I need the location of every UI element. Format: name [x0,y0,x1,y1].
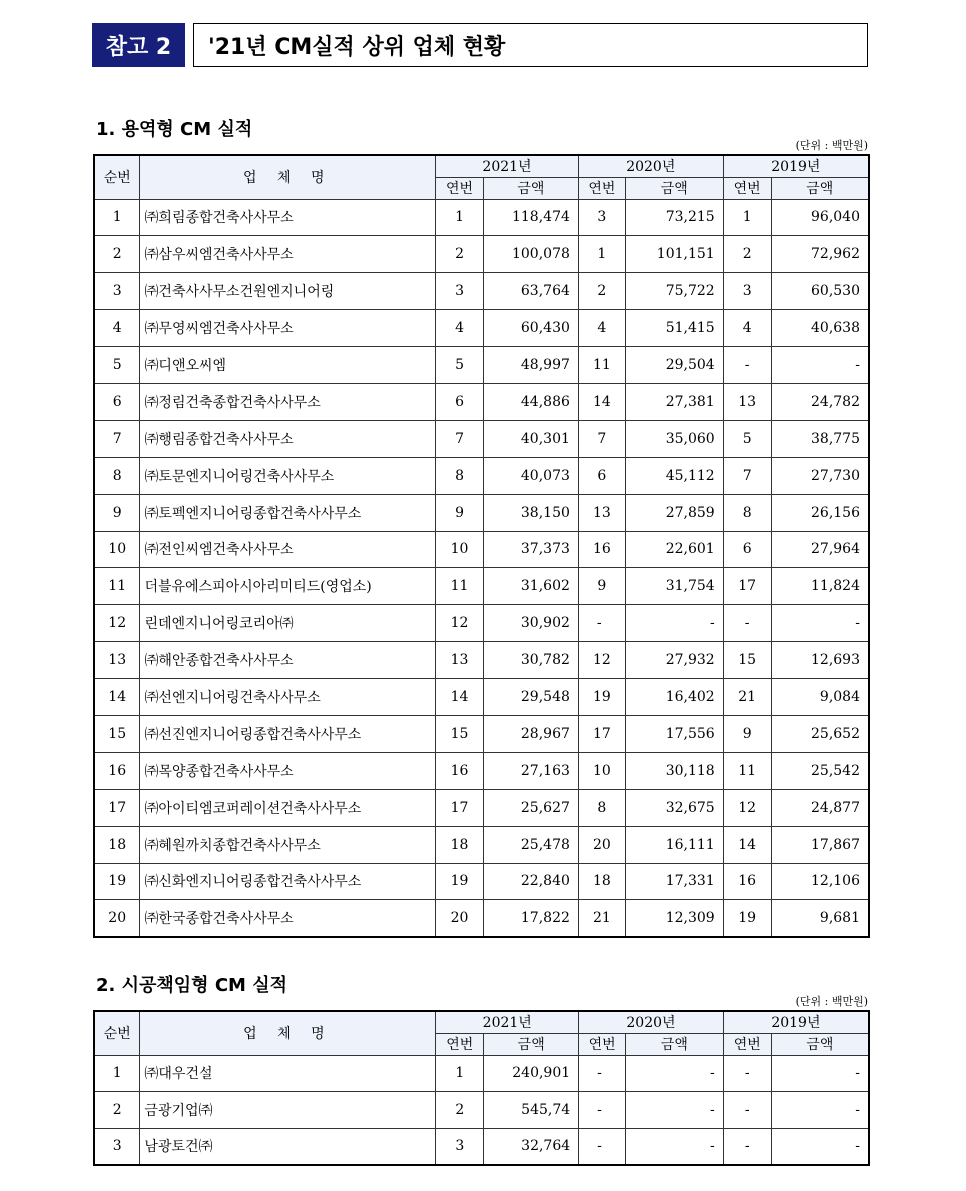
rank-2020-cell: 14 [578,383,625,420]
service-cm-table [93,154,870,938]
amount-2019-cell: 96,040 [771,199,869,236]
company-header: 업 체 명 [140,155,436,199]
rank-2020-cell: 20 [578,826,625,863]
company-name-cell: ㈜무영씨엠건축사사무소 [140,310,436,347]
amount-2021-cell: 31,602 [484,568,579,605]
rank-cell: 19 [94,863,140,900]
sub-rank-header: 연번 [723,177,771,199]
company-name-cell: ㈜선진엔지니어링종합건축사사무소 [140,715,436,752]
amount-2019-cell: 72,962 [771,236,869,273]
amount-2019-cell: 12,693 [771,642,869,679]
amount-2020-cell: 16,402 [625,679,723,716]
amount-2021-cell: 40,301 [484,420,579,457]
rank-2021-cell: 15 [436,715,484,752]
amount-2021-cell: 545,74 [484,1092,579,1129]
company-name-cell: ㈜목양종합건축사사무소 [140,752,436,789]
year-2021-header: 2021년 [436,1011,579,1033]
amount-2019-cell: 9,681 [771,900,869,937]
amount-2021-cell: 63,764 [484,273,579,310]
rank-2021-cell: 13 [436,642,484,679]
rank-cell: 9 [94,494,140,531]
rank-2021-cell: 18 [436,826,484,863]
table-row [94,826,869,863]
rank-2021-cell: 7 [436,420,484,457]
rank-2020-cell: 6 [578,457,625,494]
company-name-cell: ㈜아이티엠코퍼레이션건축사사무소 [140,789,436,826]
amount-2020-cell: - [626,1055,724,1092]
rank-2021-cell: 1 [436,1055,484,1092]
amount-2020-cell: 30,118 [625,752,723,789]
amount-2021-cell: 40,073 [484,457,579,494]
amount-2021-cell: 30,782 [484,642,579,679]
amount-2021-cell: 25,627 [484,789,579,826]
rank-2020-cell: 18 [578,863,625,900]
amount-2021-cell: 48,997 [484,347,579,384]
amount-2019-cell: - [771,1092,869,1129]
rank-header: 순번 [94,1011,140,1055]
table-row [94,236,869,273]
amount-2019-cell: 11,824 [771,568,869,605]
table-row [94,568,869,605]
table-row [94,494,869,531]
sub-amount-header: 금액 [771,177,869,199]
amount-2021-cell: 29,548 [484,679,579,716]
amount-2021-cell: 37,373 [484,531,579,568]
amount-2020-cell: 35,060 [625,420,723,457]
rank-2019-cell: - [723,1092,771,1129]
amount-2019-cell: 25,542 [771,752,869,789]
company-name-cell: ㈜혜원까치종합건축사사무소 [140,826,436,863]
sub-rank-header: 연번 [723,1033,771,1055]
table-row [94,752,869,789]
amount-2019-cell: 27,730 [771,457,869,494]
rank-cell: 15 [94,715,140,752]
rank-cell: 12 [94,605,140,642]
rank-2021-cell: 3 [436,273,484,310]
amount-2019-cell: 40,638 [771,310,869,347]
rank-2019-cell: 15 [723,642,771,679]
rank-2020-cell: 13 [578,494,625,531]
amount-2021-cell: 27,163 [484,752,579,789]
rank-2020-cell: 17 [578,715,625,752]
rank-2019-cell: - [723,1128,771,1165]
sub-rank-header: 연번 [436,177,484,199]
rank-2019-cell: 14 [723,826,771,863]
reference-badge: 참고 2 [92,23,185,67]
rank-cell: 10 [94,531,140,568]
amount-2021-cell: 17,822 [484,900,579,937]
rank-2019-cell: 21 [723,679,771,716]
rank-2021-cell: 16 [436,752,484,789]
amount-2019-cell: 25,652 [771,715,869,752]
table-row [94,310,869,347]
company-name-cell: ㈜삼우씨엠건축사사무소 [140,236,436,273]
amount-2019-cell: 24,877 [771,789,869,826]
rank-2019-cell: 13 [723,383,771,420]
amount-2021-cell: 22,840 [484,863,579,900]
rank-cell: 20 [94,900,140,937]
rank-2019-cell: 8 [723,494,771,531]
company-name-cell: ㈜선엔지니어링건축사사무소 [140,679,436,716]
rank-cell: 18 [94,826,140,863]
company-name-cell: ㈜토펙엔지니어링종합건축사사무소 [140,494,436,531]
rank-2021-cell: 20 [436,900,484,937]
rank-2021-cell: 10 [436,531,484,568]
table-row [94,347,869,384]
sub-amount-header: 금액 [625,177,723,199]
year-2020-header: 2020년 [578,155,723,177]
company-name-cell: 남광토건㈜ [140,1128,436,1165]
table-row [94,531,869,568]
amount-2019-cell: 26,156 [771,494,869,531]
table-row [94,199,869,236]
rank-2019-cell: - [723,1055,771,1092]
amount-2019-cell: - [771,605,869,642]
rank-2019-cell: 2 [723,236,771,273]
table-row [94,420,869,457]
page-title: '21년 CM실적 상위 업체 현황 [193,23,868,67]
table-row [94,642,869,679]
rank-2020-cell: - [579,1055,626,1092]
table-row [94,1055,869,1092]
company-name-cell: ㈜대우건설 [140,1055,436,1092]
amount-2021-cell: 38,150 [484,494,579,531]
rank-cell: 14 [94,679,140,716]
company-name-cell: ㈜신화엔지니어링종합건축사사무소 [140,863,436,900]
amount-2019-cell: 17,867 [771,826,869,863]
rank-2021-cell: 6 [436,383,484,420]
rank-2019-cell: 16 [723,863,771,900]
rank-2021-cell: 2 [436,236,484,273]
rank-2020-cell: 1 [578,236,625,273]
rank-2020-cell: - [578,605,625,642]
amount-2020-cell: 27,859 [625,494,723,531]
year-2019-header: 2019년 [723,1011,869,1033]
rank-2021-cell: 14 [436,679,484,716]
rank-2019-cell: 6 [723,531,771,568]
rank-2019-cell: 4 [723,310,771,347]
amount-2021-cell: 30,902 [484,605,579,642]
sub-rank-header: 연번 [436,1033,484,1055]
rank-cell: 2 [94,236,140,273]
rank-2020-cell: - [579,1092,626,1129]
amount-2019-cell: 27,964 [771,531,869,568]
rank-2019-cell: 11 [723,752,771,789]
rank-2019-cell: 12 [723,789,771,826]
table-row [94,863,869,900]
amount-2019-cell: 60,530 [771,273,869,310]
table-row [94,715,869,752]
table-row [94,1128,869,1165]
amount-2021-cell: 118,474 [484,199,579,236]
rank-2021-cell: 19 [436,863,484,900]
amount-2021-cell: 32,764 [484,1128,579,1165]
rank-2019-cell: 1 [723,199,771,236]
rank-2021-cell: 8 [436,457,484,494]
rank-2019-cell: - [723,347,771,384]
rank-2021-cell: 11 [436,568,484,605]
amount-2021-cell: 25,478 [484,826,579,863]
table-row [94,679,869,716]
amount-2020-cell: 51,415 [625,310,723,347]
rank-2020-cell: 4 [578,310,625,347]
amount-2020-cell: - [626,1128,724,1165]
amount-2019-cell: - [771,347,869,384]
rank-2019-cell: 3 [723,273,771,310]
amount-2020-cell: 29,504 [625,347,723,384]
rank-cell: 6 [94,383,140,420]
company-name-cell: ㈜한국종합건축사사무소 [140,900,436,937]
sub-amount-header: 금액 [771,1033,869,1055]
rank-cell: 3 [94,273,140,310]
company-header: 업 체 명 [140,1011,436,1055]
section2-heading: 2. 시공책임형 CM 실적 [96,975,287,996]
section2-unit-note: (단위 : 백만원) [795,995,868,1008]
company-name-cell: ㈜건축사사무소건원엔지니어링 [140,273,436,310]
company-name-cell: ㈜전인씨엠건축사사무소 [140,531,436,568]
rank-cell: 11 [94,568,140,605]
amount-2019-cell: - [771,1128,869,1165]
rank-2020-cell: 10 [578,752,625,789]
year-2019-header: 2019년 [723,155,869,177]
rank-2021-cell: 3 [436,1128,484,1165]
rank-2020-cell: 2 [578,273,625,310]
rank-cell: 3 [94,1128,140,1165]
amount-2020-cell: 31,754 [625,568,723,605]
amount-2020-cell: - [626,1092,724,1129]
sub-rank-header: 연번 [579,1033,626,1055]
amount-2020-cell: 17,331 [625,863,723,900]
sub-amount-header: 금액 [626,1033,724,1055]
amount-2020-cell: 101,151 [625,236,723,273]
rank-2021-cell: 12 [436,605,484,642]
amount-2020-cell: 73,215 [625,199,723,236]
rank-2020-cell: 16 [578,531,625,568]
table-row [94,1092,869,1129]
amount-2020-cell: - [625,605,723,642]
rank-2021-cell: 17 [436,789,484,826]
rank-2021-cell: 1 [436,199,484,236]
amount-2020-cell: 45,112 [625,457,723,494]
rank-2021-cell: 9 [436,494,484,531]
table-row [94,605,869,642]
rank-cell: 1 [94,199,140,236]
amount-2020-cell: 32,675 [625,789,723,826]
rank-2020-cell: 9 [578,568,625,605]
amount-2021-cell: 100,078 [484,236,579,273]
rank-2019-cell: 5 [723,420,771,457]
section1-heading: 1. 용역형 CM 실적 [96,119,253,140]
sub-rank-header: 연번 [578,177,625,199]
company-name-cell: ㈜정림건축종합건축사사무소 [140,383,436,420]
table-row [94,789,869,826]
amount-2021-cell: 44,886 [484,383,579,420]
rank-2020-cell: 12 [578,642,625,679]
rank-cell: 4 [94,310,140,347]
year-2021-header: 2021년 [436,155,579,177]
amount-2020-cell: 27,932 [625,642,723,679]
rank-2019-cell: 19 [723,900,771,937]
construction-cm-table [93,1010,870,1166]
amount-2020-cell: 17,556 [625,715,723,752]
table-row [94,383,869,420]
amount-2020-cell: 75,722 [625,273,723,310]
rank-cell: 7 [94,420,140,457]
rank-2019-cell: 17 [723,568,771,605]
amount-2019-cell: 12,106 [771,863,869,900]
company-name-cell: 금광기업㈜ [140,1092,436,1129]
rank-cell: 17 [94,789,140,826]
rank-cell: 2 [94,1092,140,1129]
company-name-cell: ㈜해안종합건축사사무소 [140,642,436,679]
amount-2021-cell: 240,901 [484,1055,579,1092]
amount-2020-cell: 12,309 [625,900,723,937]
rank-2019-cell: 7 [723,457,771,494]
rank-2020-cell: 7 [578,420,625,457]
section1-unit-note: (단위 : 백만원) [795,139,868,152]
rank-cell: 16 [94,752,140,789]
company-name-cell: ㈜행림종합건축사사무소 [140,420,436,457]
rank-2020-cell: 8 [578,789,625,826]
rank-2020-cell: 11 [578,347,625,384]
amount-2019-cell: 9,084 [771,679,869,716]
rank-cell: 5 [94,347,140,384]
company-name-cell: 린데엔지니어링코리아㈜ [140,605,436,642]
company-name-cell: ㈜토문엔지니어링건축사사무소 [140,457,436,494]
company-name-cell: 더블유에스피아시아리미티드(영업소) [140,568,436,605]
rank-2021-cell: 4 [436,310,484,347]
rank-2020-cell: 19 [578,679,625,716]
rank-2020-cell: - [579,1128,626,1165]
rank-cell: 13 [94,642,140,679]
table-row [94,457,869,494]
sub-amount-header: 금액 [484,1033,579,1055]
rank-2020-cell: 21 [578,900,625,937]
amount-2019-cell: - [771,1055,869,1092]
rank-2019-cell: - [723,605,771,642]
amount-2020-cell: 27,381 [625,383,723,420]
rank-2021-cell: 2 [436,1092,484,1129]
table-row [94,273,869,310]
table-row [94,900,869,937]
rank-2020-cell: 3 [578,199,625,236]
rank-cell: 8 [94,457,140,494]
rank-cell: 1 [94,1055,140,1092]
rank-header: 순번 [94,155,140,199]
sub-amount-header: 금액 [484,177,579,199]
company-name-cell: ㈜희림종합건축사사무소 [140,199,436,236]
amount-2020-cell: 22,601 [625,531,723,568]
rank-2019-cell: 9 [723,715,771,752]
company-name-cell: ㈜디앤오씨엠 [140,347,436,384]
year-2020-header: 2020년 [579,1011,724,1033]
amount-2019-cell: 24,782 [771,383,869,420]
rank-2021-cell: 5 [436,347,484,384]
amount-2019-cell: 38,775 [771,420,869,457]
amount-2020-cell: 16,111 [625,826,723,863]
amount-2021-cell: 60,430 [484,310,579,347]
amount-2021-cell: 28,967 [484,715,579,752]
